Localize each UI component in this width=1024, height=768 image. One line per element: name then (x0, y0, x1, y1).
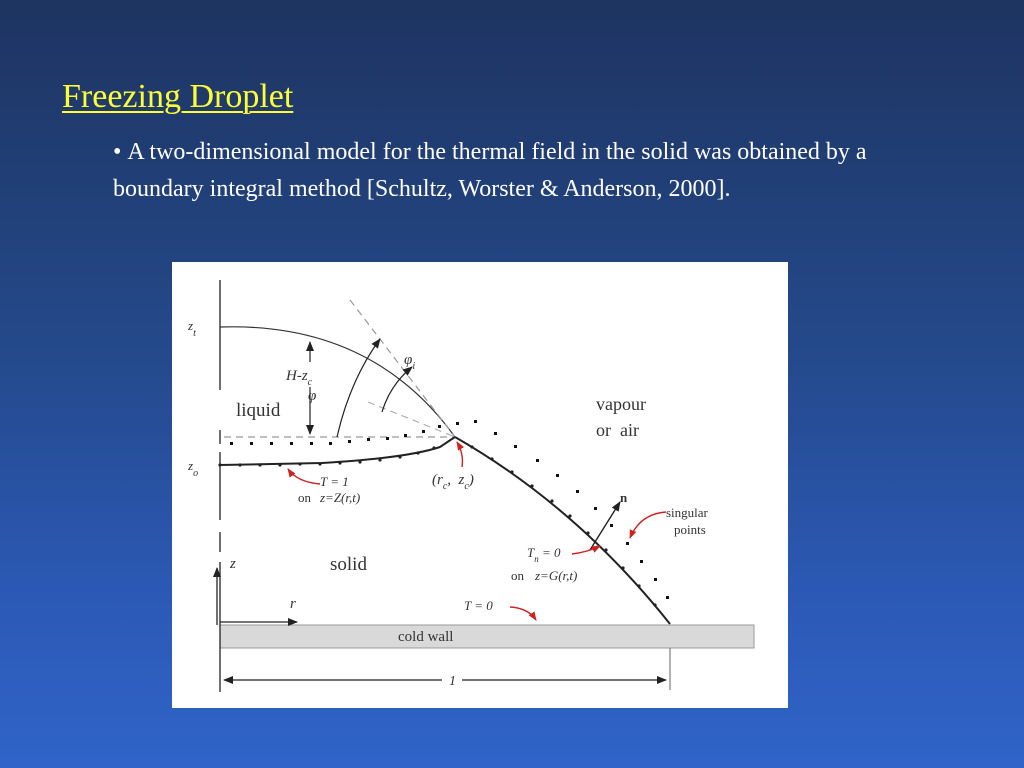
singular-label-2: points (674, 522, 706, 537)
vapour-label: vapour (596, 394, 646, 414)
cold-wall (220, 625, 754, 648)
solid-air-boundary (455, 437, 670, 624)
air-label: or air (596, 420, 639, 440)
tn-on-label: on (511, 568, 524, 583)
tn-arrow (572, 546, 600, 554)
singular-label-1: singular (666, 505, 708, 520)
phi-i-label: $\varphi_i$ (404, 352, 416, 372)
droplet-diagram (172, 262, 788, 708)
bullet-paragraph (113, 134, 873, 208)
tn-equation: z=G(r,t) (535, 568, 578, 583)
slide-title: Freezing Droplet (62, 78, 294, 115)
r-axis-label: r (290, 596, 296, 612)
dotted-level-line (230, 422, 459, 445)
cold-wall-label: cold wall (398, 629, 454, 645)
t1-arrow (288, 469, 320, 484)
t1-on-label: on (298, 490, 311, 505)
bullet-text: A two-dimensional model for the thermal field in the solid was obtained by a boundary integral method [Schultz, Worster & Anderson, 2000]. (113, 139, 867, 202)
t1-label: T = 1 (320, 474, 349, 489)
phi-i-arc (382, 367, 412, 412)
freezing-front (220, 437, 455, 465)
phi-label: φ (308, 388, 317, 404)
tn-label: $T_n = 0$ (527, 545, 561, 564)
height-label: $H-z_c$ (286, 368, 313, 388)
contact-point-arrow (457, 442, 462, 467)
t0-arrow (510, 607, 536, 620)
bullet-icon: • (113, 139, 122, 165)
liquid-label: liquid (236, 400, 281, 421)
diagram-svg (172, 262, 788, 708)
singular-arrow (630, 512, 666, 538)
t0-label: T = 0 (464, 598, 493, 613)
zo-label: $z_o$ (188, 458, 199, 479)
solid-label: solid (330, 554, 367, 575)
normal-vector-label: n (620, 490, 628, 505)
zt-label: $z_t$ (188, 318, 196, 339)
contact-point-label: ($r_c$, $z_c$) (432, 472, 474, 492)
length-label: 1 (449, 674, 456, 689)
z-axis-label: z (230, 556, 236, 572)
t1-equation: z=Z(r,t) (320, 490, 361, 505)
